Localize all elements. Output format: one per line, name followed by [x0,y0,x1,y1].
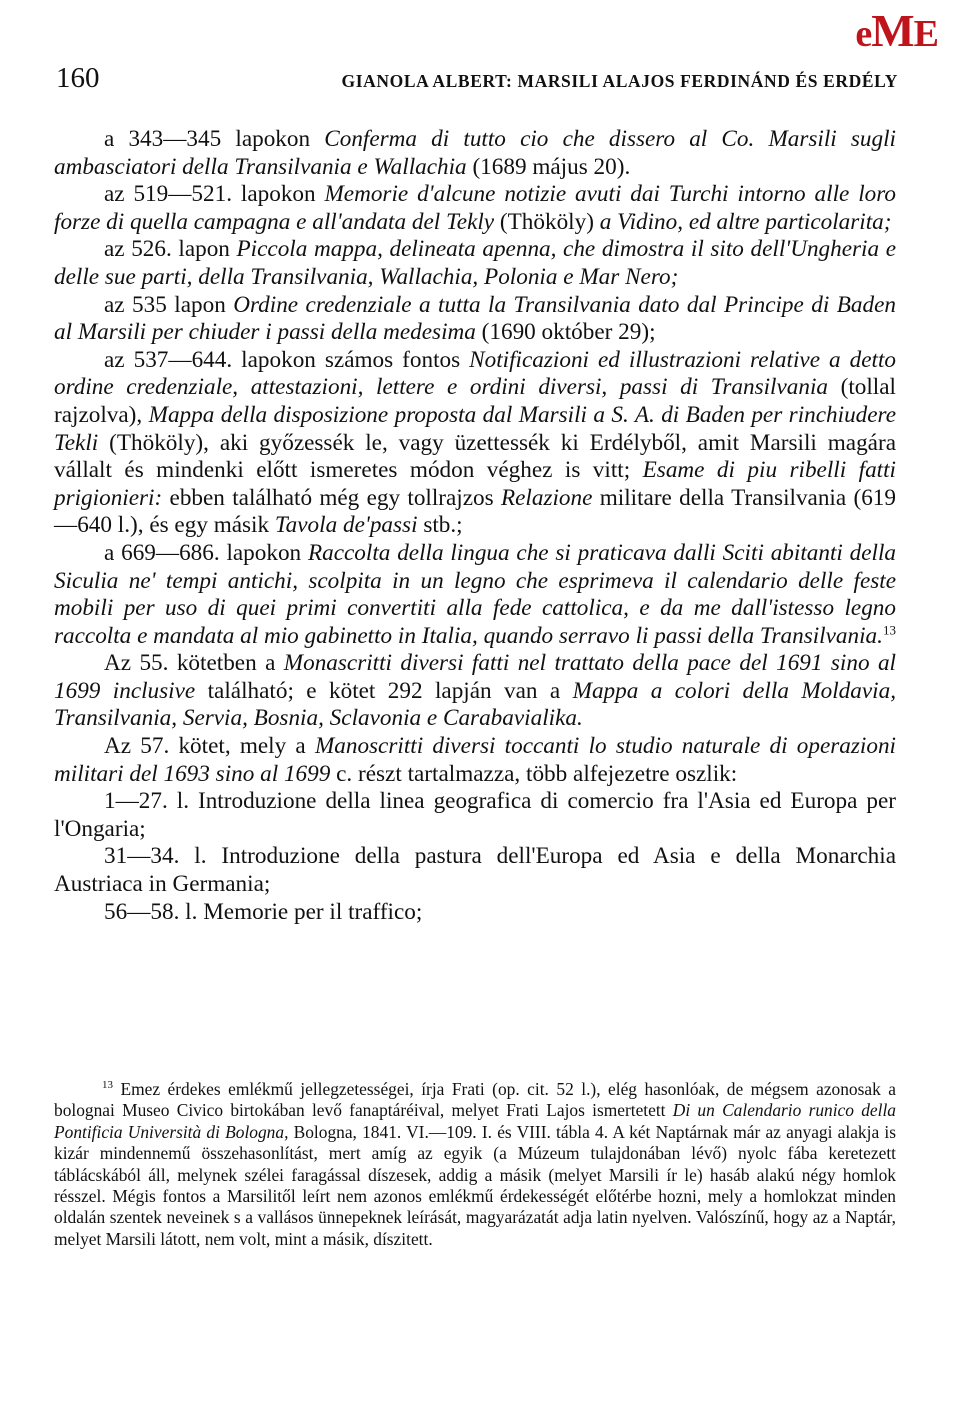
paragraph [54,236,896,291]
paragraph [54,181,896,236]
italic-text: Memorie d'alcune notizie avuti dai Turchi intorno alle loro forze di quella campagna e all'andata del Tekly [54,181,896,235]
text-run: Az 55. kötetben a [104,650,284,677]
text-run: (Thököly) [494,208,600,235]
italic-text: Tavola de'passi [274,512,418,539]
text-run: az 535 lapon [104,291,234,318]
paragraph [54,733,896,788]
paragraph [54,788,896,843]
italic-text: Di un Calendario runico della Pontificia Università di Bologna, [54,1100,896,1142]
page-number: 160 [56,62,100,94]
text-run: 56—58. l. Memorie per il traffico; [104,898,423,925]
footnote-marker: 13 [102,1079,113,1092]
paragraph [54,347,896,540]
footnote-paragraph [54,1079,896,1250]
italic-text: Conferma di tutto cio che dissero al Co. Marsili sugli ambasciatori della Transilvania e Wallachia [54,126,896,180]
italic-text: Mappa a colori della Moldavia, Transilvania, Servia, Bosnia, Sclavonia e Carabavialika. [54,677,896,732]
italic-text: a Vidino, ed altre particolarita; [599,208,892,235]
text-run: stb.; [417,512,463,539]
footnote [54,1079,896,1250]
publisher-logo: eME [855,5,938,56]
paragraph [54,540,896,650]
paragraph [54,292,896,347]
italic-text: Relazione [500,484,593,511]
text-run: a 343—345 lapokon [104,126,325,152]
italic-text: Piccola mappa, delineata apenna, che dimostra il sito dell'Ungheria e delle sue parti, della Transilvania, Wallachia, Polonia e Mar Nero; [54,236,896,290]
paragraph [54,126,896,181]
text-run: az 537—644. lapokon számos fontos [104,346,470,373]
text-run: található; e kötet 292 lapján van a [195,677,573,704]
text-run: militare della Transilvania (619—640 l.), és egy másik [54,484,896,539]
text-run: az 519—521. lapokon [104,181,325,208]
text-run: az 526. lapon [104,236,237,263]
italic-text: Manoscritti diversi toccanti lo studio naturale di operazioni militari del 1693 sino al 1699 [54,733,896,787]
page-header [56,62,898,95]
italic-text: Ordine credenziale a tutta la Transilvania dato dal Principe di Baden al Marsili per chiuder i passi della medesima [54,291,896,346]
text-run: (tollal rajzolva), [54,374,896,428]
paragraph [54,650,896,733]
italic-text: Esame di piu ribelli fatti prigionieri: [54,457,896,511]
text-run: Az 57. kötet, mely a [104,733,315,760]
italic-text: Raccolta della lingua che si praticava dalli Sciti abitanti della Siculia ne' tempi antichi, scolpita in un legno che esprimeva il calendario delle feste mobili per uso di quei primi convertiti alla fede cattolica, e da me dall'istesso legno raccolta e mandata al mio gabinetto in Italia, quando serravo li passi della Transilvania. [54,539,897,649]
text-run: 31—34. l. Introduzione della pastura dell'Europa ed Asia e della Monarchia Austriaca in Germania; [54,843,896,898]
italic-text: Notificazioni ed illustrazioni relative a detto ordine credenziale, attestazioni, lettere e ordini diversi, passi di Transilvania [54,346,896,401]
text-run: c. részt tartalmazza, több alfejezetre oszlik: [330,760,738,787]
text-run: (1689 május 20). [466,153,631,180]
text-run: Emez érdekes emlékmű jellegzetességei, írja Frati (op. cit. 52 l.), elég hasonlóak, de mégsem azonosak a bolognai Museo Civico birtokában levő fanaptáréival, melyet Frati Lajos ismertetett [54,1079,896,1121]
italic-text: Mappa della disposizione proposta dal Marsili a S. A. di Baden per rinchiudere Tekli [54,401,896,456]
text-run: ebben található még egy tollrajzos [162,484,501,511]
paragraph [54,843,896,898]
body-text [54,126,896,926]
paragraph [54,899,896,927]
text-run: (1690 október 29); [475,319,656,346]
footnote-marker: 13 [882,621,896,637]
italic-text: Monascritti diversi fatti nel trattato della pace del 1691 sino al 1699 inclusive [54,650,896,704]
text-run: Bologna, 1841. VI.—109. I. és VIII. tábla 4. A két Naptárnak már az anyagi alakja is kizár mindennemű összehasonlítást, mert amíg az egyik (a Múzeum tulajdonában lévő) nyolc fába keretezett táblácskából áll, melynek szélei faragással díszesek, addig a másik (melyet Marsili ír le) hasáb alakú négy homlok résszel. Mégis fontos a Marsilitől leírt nem azonos emlékmű érdekességét előtérbe hozni, mely a homlokzat minden oldalán szentek neveinek s a vallásos ünnepeknek leírását, magyarázatát adja latin nyelven. Valószínű, hogy az a Naptár, melyet Marsili látott, nem volt, mint a másik, díszitett. [54,1121,896,1249]
text-run: a 669—686. lapokon [104,539,308,566]
text-run: (Thököly), aki győzessék le, vagy üzettessék ki Erdélyből, amit Marsili magára vállalt és mindenki előtt ismeretes módon véghez is vitt; [54,429,896,484]
text-run: 1—27. l. Introduzione della linea geografica di comercio fra l'Asia ed Europa per l'Ongaria; [54,788,896,842]
running-title: GIANOLA ALBERT: MARSILI ALAJOS FERDINÁND ÉS ERDÉLY [341,71,898,91]
